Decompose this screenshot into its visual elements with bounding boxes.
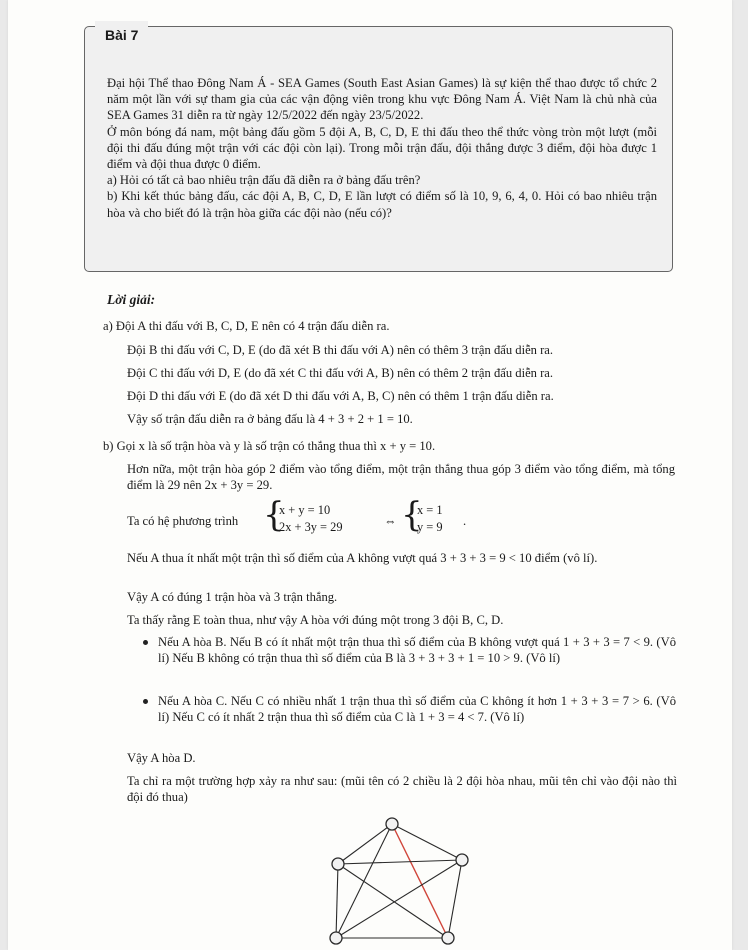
sol-b-line-7: Ta chỉ ra một trường hợp xảy ra như sau: (mũi tên có 2 chiều là 2 đội hòa nhau, mũi tên chỉ vào đội nào thì đội đó thua) [127,774,677,804]
problem-text [107,75,657,221]
system-left-eq-2: 2x + 3y = 29 [279,520,343,534]
graph-node-4 [332,858,344,870]
graph-node-2 [442,932,454,944]
left-brace-1: { [263,495,285,535]
sol-a-line-1: a) Đội A thi đấu với B, C, D, E nên có 4 trận đấu diễn ra. [103,319,390,333]
draw-edge [392,824,448,938]
bullet-1: Nếu A hòa B. Nếu B có ít nhất một trận thua thì số điểm của B không vượt quá 1 + 3 + 3 = 7 < 9. (Vô lí) Nếu B không có trận thua thì số điểm của B là 3 + 3 + 3 + 1 = 10 > 9. (Vô lí) [158,635,676,665]
problem-paragraph-3: a) Hỏi có tất cả bao nhiêu trận đấu đã diễn ra ở bảng đấu trên? [107,173,421,188]
bullet-2: Nếu A hòa C. Nếu C có nhiều nhất 1 trận thua thì số điểm của C không ít hơn 1 + 3 + 3 = 7 > 6. (Vô lí) Nếu C có ít nhất 2 trận thua thì số điểm của C là 1 + 3 = 4 < 7. (Vô lí) [158,694,676,724]
sol-a-line-5: Vậy số trận đấu diễn ra ở bảng đấu là 4 + 3 + 2 + 1 = 10. [127,412,413,426]
system-lead: Ta có hệ phương trình [127,514,239,528]
graph-edge-6 [338,860,462,864]
graph-edge-9 [336,864,338,938]
graph-edge-0 [392,824,462,860]
graph-edge-4 [448,860,462,938]
sol-a-line-2: Đội B thi đấu với C, D, E (do đã xét B thi đấu với A) nên có thêm 3 trận đấu diễn ra. [127,343,554,357]
graph-edge-3 [338,824,392,864]
graph-node-0 [386,818,398,830]
system-left [279,502,343,536]
sol-b-line-2: Hơn nữa, một trận hòa góp 2 điểm vào tổng điểm, một trận thắng thua góp 3 điểm vào tổng điểm, mà tổng điểm là 29 nên 2x + 3y = 29. [127,462,675,492]
bullet-dot-1 [143,640,148,645]
sol-b-line-6: Vậy A hòa D. [127,751,196,765]
problem-paragraph-4: b) Khi kết thúc bảng đấu, các đội A, B, C, D, E lần lượt có điểm số là 10, 9, 6, 4, 0. Hỏi có bao nhiêu trận hòa và cho biết đó là trận hòa giữa các đội nào (nếu có)? [107,189,657,220]
system-end: . [463,514,467,528]
graph-node-1 [456,854,468,866]
document-page [8,0,732,950]
sol-a-line-4: Đội D thi đấu với E (do đã xét D thi đấu với A, B, C) nên có thêm 1 trận đấu diễn ra. [127,389,554,403]
sol-b-line-4: Vậy A có đúng 1 trận hòa và 3 trận thắng. [127,590,338,604]
solution-heading: Lời giải: [107,292,156,307]
problem-title: Bài 7 [95,21,148,45]
system-right-eq-1: x = 1 [417,503,443,517]
sol-b-line-3: Nếu A thua ít nhất một trận thì số điểm của A không vượt quá 3 + 3 + 3 = 9 < 10 điểm (vô lí). [127,551,598,565]
problem-paragraph-2: Ở môn bóng đá nam, một bảng đấu gồm 5 đội A, B, C, D, E thi đấu theo thể thức vòng tròn một lượt (mỗi đội thi đấu đúng một trận với các đội còn lại). Trong mỗi trận đấu, đội thắng được 3 điểm, đội hòa được 1 điểm và đội thua được 0 điểm. [107,124,657,172]
system-right-eq-2: y = 9 [417,520,443,534]
graph-edges [336,824,462,938]
graph-node-3 [330,932,342,944]
system-right [417,502,443,536]
tournament-graph [326,814,476,950]
sol-b-line-1: b) Gọi x là số trận hòa và y là số trận có thắng thua thì x + y = 10. [103,439,436,453]
bullet-dot-2 [143,699,148,704]
sol-a-line-3: Đội C thi đấu với D, E (do đã xét C thi đấu với A, B) nên có thêm 2 trận đấu diễn ra. [127,366,554,380]
problem-paragraph-1: Đại hội Thể thao Đông Nam Á - SEA Games (South East Asian Games) là sự kiện thể thao được tổ chức 2 năm một lần với sự tham gia của các vận động viên trong khu vực Đông Nam Á. Việt Nam là chủ nhà của SEA Games 31 diễn ra từ ngày 12/5/2022 đến ngày 23/5/2022. [107,76,657,123]
equivalence-symbol: ⇔ [384,514,397,528]
sol-b-line-5: Ta thấy rằng E toàn thua, như vậy A hòa với đúng một trong 3 đội B, C, D. [127,613,504,627]
left-brace-2: { [401,495,423,535]
system-left-eq-1: x + y = 10 [279,503,331,517]
problem-box [84,26,673,272]
